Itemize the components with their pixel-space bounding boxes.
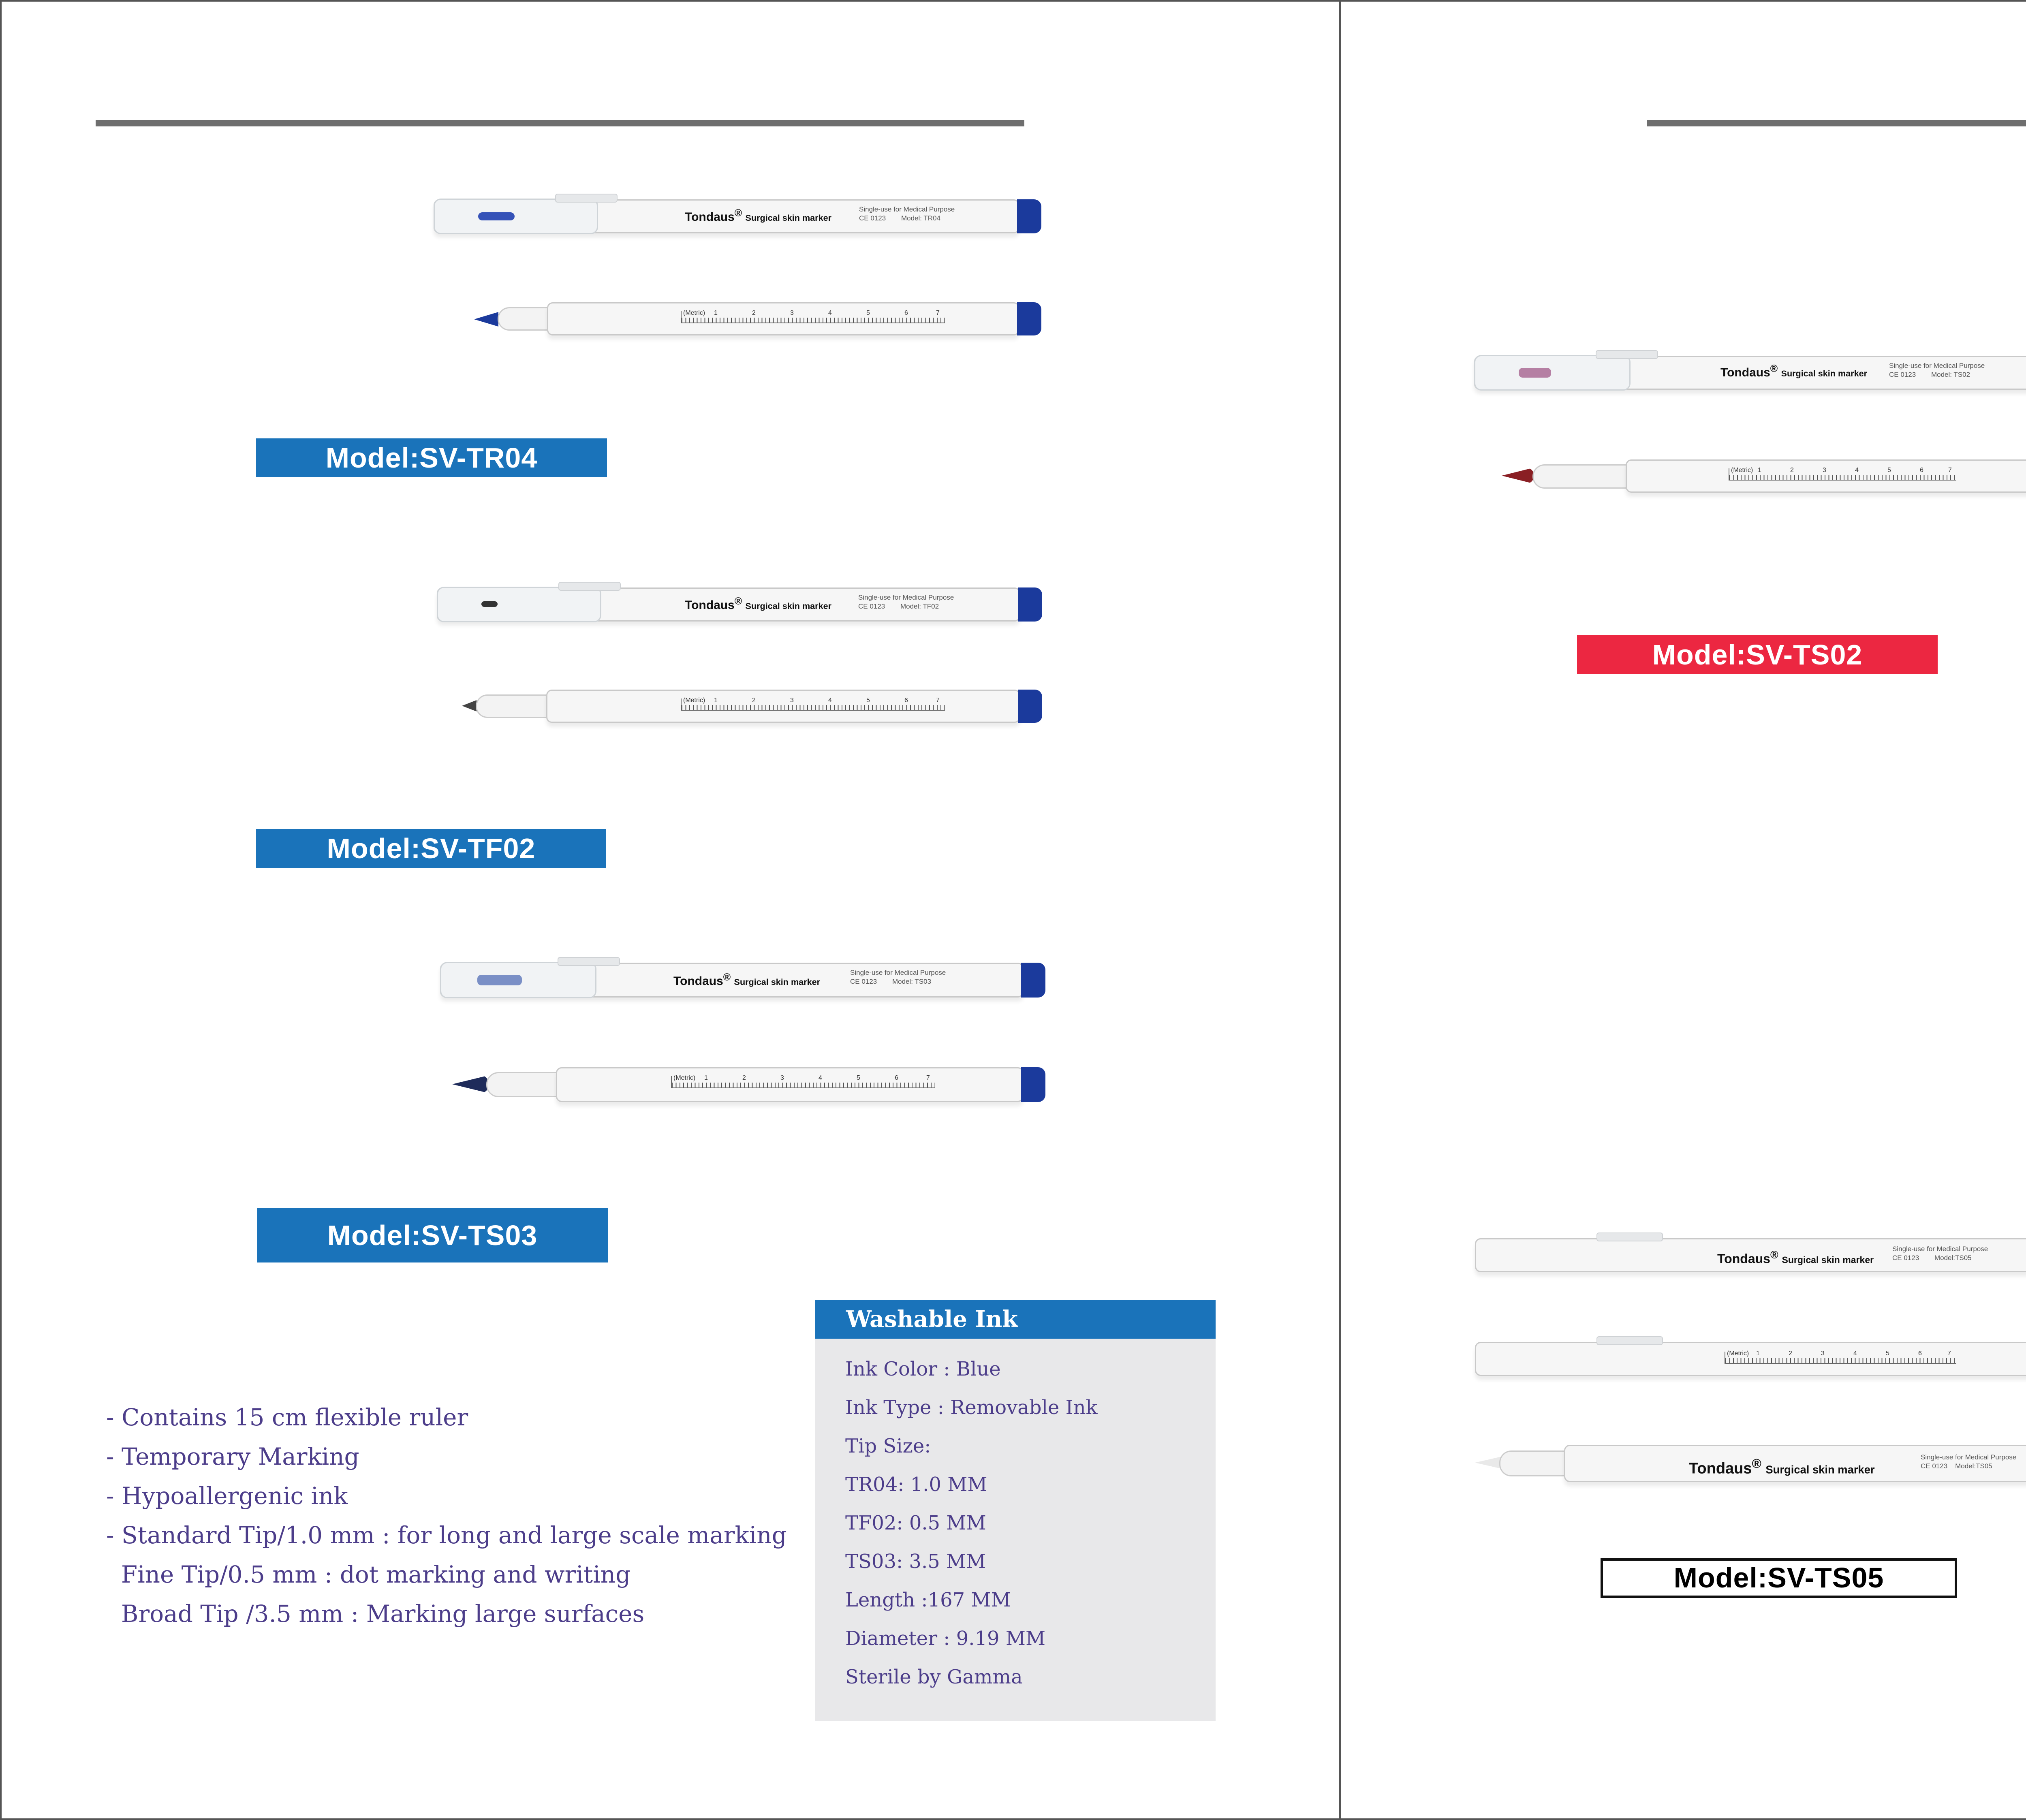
spec-box-blue (815, 1300, 1216, 1721)
model-label-ts03: Model:SV-TS03 (257, 1208, 608, 1262)
feature-item: - Standard Tip/1.0 mm : for long and large scale marking (106, 1521, 787, 1549)
spec-line: Sterile by Gamma (845, 1666, 1023, 1688)
ts03-pen-capped: Tondaus® Surgical skin marker Single-use for Medical Purpose CE 0123 Model: TS03 (440, 963, 1045, 998)
spec-line: Tip Size: (845, 1435, 931, 1457)
brand-name: Tondaus (685, 210, 735, 224)
tr04-pen-open: (Metric) 1 2 3 4 5 6 7 (474, 302, 1041, 335)
ts03-pen-open: (Metric) 1 2 3 4 5 6 7 (452, 1067, 1045, 1102)
feature-item: Broad Tip /3.5 mm : Marking large surfaces (106, 1600, 645, 1628)
model-label-ts05: Model:SV-TS05 (1601, 1558, 1957, 1598)
pen-model: Model: TR04 (901, 214, 940, 222)
spec-line: Length :167 MM (845, 1589, 1011, 1611)
tr04-pen-capped: Tondaus® Surgical skin marker Single-use for Medical Purpose CE 0123 Model: TR04 (434, 199, 1041, 233)
model-label-ts02: Model:SV-TS02 (1577, 635, 1938, 674)
pen-purpose: Single-use for Medical Purpose (859, 205, 955, 213)
spec-line: Ink Type : Removable Ink (845, 1396, 1098, 1419)
feature-item: - Temporary Marking (106, 1443, 359, 1470)
spec-heading: Washable Ink (815, 1300, 1216, 1339)
ts02-pen-capped: Tondaus® Surgical skin marker Single-use for Medical Purpose CE 0123 Model: TS02 (1474, 356, 2026, 390)
ts05-pen-ruler: (Metric) 1 2 3 4 5 6 7 (1475, 1342, 2026, 1376)
spec-line: TR04: 1.0 MM (845, 1473, 987, 1496)
tf02-pen-capped: Tondaus® Surgical skin marker Single-use for Medical Purpose CE 0123 Model: TF02 (437, 587, 1042, 622)
ts05-pen-open: Tondaus® Surgical skin marker Single-use for Medical Purpose CE 0123 Model:TS05 (1475, 1445, 2026, 1482)
feature-list (106, 1398, 787, 1634)
pen-ce: CE 0123 (859, 214, 886, 222)
tf02-pen-open: (Metric) 1 2 3 4 5 6 7 (462, 690, 1042, 723)
spec-line: Diameter : 9.19 MM (845, 1627, 1046, 1650)
model-label-tr04: Model:SV-TR04 (256, 438, 607, 477)
left-header-rule (96, 120, 1024, 126)
feature-item: - Contains 15 cm flexible ruler (106, 1403, 468, 1431)
ts05-pen-capped: Tondaus® Surgical skin marker Single-use for Medical Purpose CE 0123 Model:TS05 (1475, 1238, 2026, 1272)
right-header-rule (1647, 120, 2026, 126)
brand-product: Surgical skin marker (745, 213, 831, 223)
ruler-prefix: (Metric) (683, 310, 705, 316)
spec-line: TF02: 0.5 MM (845, 1512, 986, 1534)
spec-line: TS03: 3.5 MM (845, 1550, 986, 1573)
feature-item: - Hypoallergenic ink (106, 1482, 348, 1510)
spec-line: Ink Color : Blue (845, 1358, 1001, 1380)
right-page-border (1340, 0, 2026, 1820)
model-label-tf02: Model:SV-TF02 (256, 829, 606, 868)
feature-item: Fine Tip/0.5 mm : dot marking and writing (106, 1561, 631, 1588)
ts02-pen-open: (Metric) 1 2 3 4 5 6 7 (1502, 459, 2026, 493)
